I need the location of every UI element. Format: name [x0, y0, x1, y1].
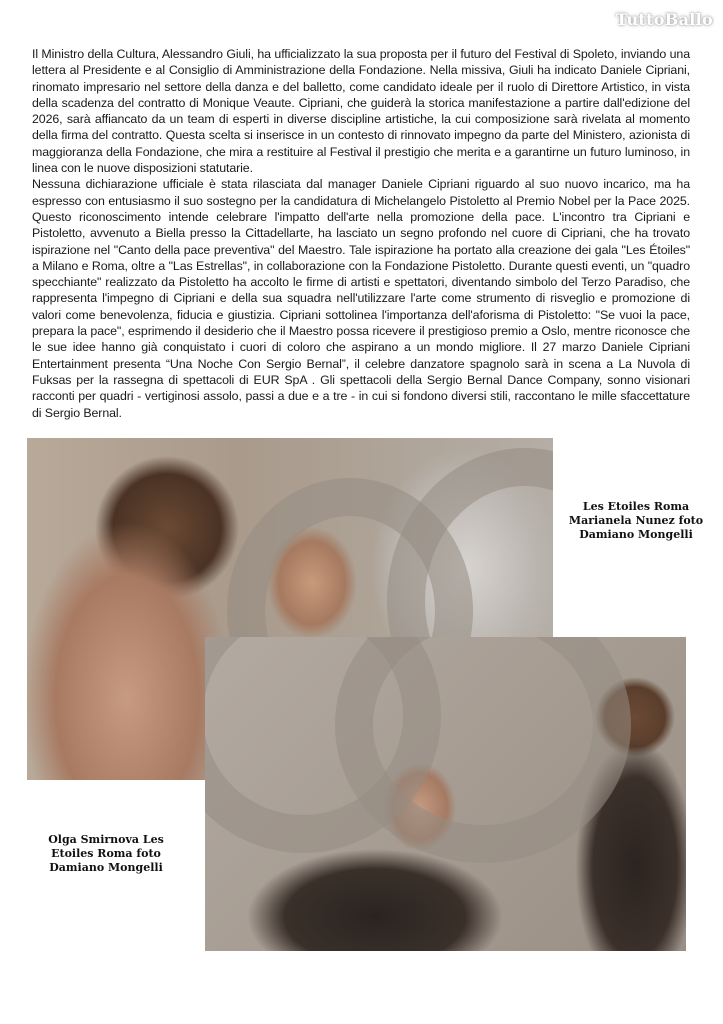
site-logo: TuttoBallo — [615, 10, 713, 29]
article-body — [32, 46, 690, 421]
article-paragraph: Nessuna dichiarazione ufficiale è stata rilasciata dal manager Daniele Cipriani riguardo al suo nuovo incarico, ma ha espresso con entusiasmo il suo sostegno per la candidatura di Michelangelo Pistoletto al Premio Nobel per la Pace 2025. Questo riconoscimento intende celebrare l'impatto dell'arte nella promozione della pace. L'incontro tra Cipriani e Pistoletto, avvenuto a Biella presso la Cittadellarte, ha lasciato un segno profondo nel cuore di Cipriani, che ha trovato ispirazione nel "Canto della pace preventiva" del Maestro. Tale ispirazione ha portato alla creazione dei gala "Les Étoiles" a Milano e Roma, oltre a "Las Estrellas", in collaborazione con la Fondazione Pistoletto. Durante questi eventi, un "quadro specchiante" realizzato da Pistoletto ha accolto le firme di artisti e spettatori, diventando simbolo del Terzo Paradiso, che rappresenta l'impegno di Cipriani e della sua squadra nell'utilizzare l'arte come strumento di risveglio e promozione di valori come benevolenza, fiducia e giustizia. Cipriani sottolinea l'importanza dell'aforisma di Pistoletto: "Se vuoi la pace, prepara la pace", esprimendo il desiderio che il Maestro possa ricevere il prestigioso premio a Oslo, mentre riconosce che le sue idee hanno già conquistato i cuori di coloro che aspirano a un mondo migliore. Il 27 marzo Daniele Cipriani Entertainment presenta “Una Noche Con Sergio Bernal”, il celebre danzatore spagnolo sarà in scena a La Nuvola di Fuksas per la rassegna di spettacoli di EUR SpA . Gli spettacoli della Sergio Bernal Dance Company, sonno visionari racconti per quadri - vertiginosi assolo, passi a due e a tre - in cui si fondono diversi stili, raccontano le mille sfaccettature di Sergio Bernal. — [32, 177, 690, 420]
photo-caption: Les Etoiles Roma Marianela Nunez foto Damiano Mongelli — [568, 500, 704, 541]
photo-olga-smirnova — [205, 637, 686, 951]
article-paragraph: Il Ministro della Cultura, Alessandro Giuli, ha ufficializzato la sua proposta per il futuro del Festival di Spoleto, inviando una lettera al Presidente e al Consiglio di Amministrazione della Fondazione. Nella missiva, Giuli ha indicato Daniele Cipriani, rinomato impresario nel settore della danza e del balletto, come candidato ideale per il ruolo di Direttore Artistico, in vista della scadenza del contratto di Monique Veaute. Cipriani, che guiderà la storica manifestazione a partire dall'edizione del 2026, sarà affiancato da un team di esperti in diverse discipline artistiche, la cui composizione sarà rivelata al momento della firma del contratto. Questa scelta si inserisce in un contesto di rinnovato impegno da parte del Ministero, azionista di maggioranza della Fondazione, che mira a restituire al Festival il prestigio che merita e a garantirne un futuro luminoso, in linea con le nuove disposizioni statutarie. — [32, 47, 690, 176]
photo-caption: Olga Smirnova Les Etoiles Roma foto Damiano Mongelli — [48, 833, 164, 874]
